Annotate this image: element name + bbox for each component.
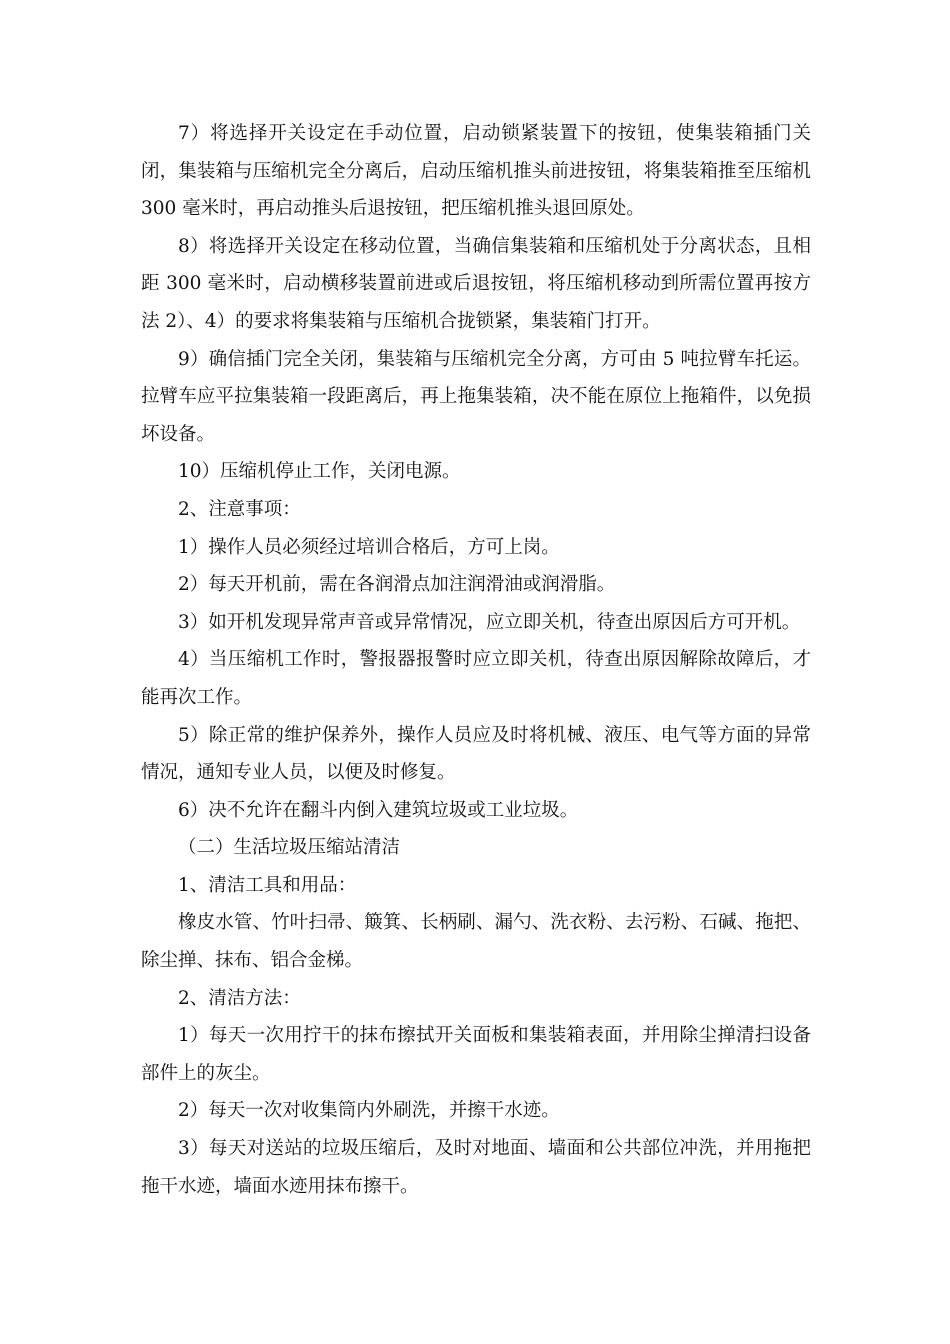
- paragraph-step-9: 9）确信插门完全关闭，集装箱与压缩机完全分离，方可由 5 吨拉臂车托运。拉臂车应平拉集装箱一段距离后，再上拖集装箱，决不能在原位上拖箱件，以免损坏设备。: [141, 348, 811, 445]
- paragraph-step-10: 10）压缩机停止工作，关闭电源。: [178, 461, 461, 483]
- section-heading-station-cleaning: （二）生活垃圾压缩站清洁: [178, 837, 401, 859]
- precaution-item-1: 1）操作人员必须经过培训合格后，方可上岗。: [178, 536, 560, 558]
- paragraph-step-7: 7）将选择开关设定在手动位置，启动锁紧装置下的按钮，使集装箱插门关闭，集装箱与压缩机完全分离后，启动压缩机推头前进按钮，将集装箱推至压缩机 300 毫米时，再启动推头后退按钮，把压缩机推头退回原处。: [141, 123, 811, 220]
- precaution-item-6: 6）决不允许在翻斗内倒入建筑垃圾或工业垃圾。: [178, 799, 579, 821]
- cleaning-method-2: 2）每天一次对收集筒内外刷洗，并擦干水迹。: [178, 1100, 560, 1122]
- precaution-item-5: 5）除正常的维护保养外，操作人员应及时将机械、液压、电气等方面的异常情况，通知专业人员，以便及时修复。: [141, 724, 811, 784]
- cleaning-tools-list: 橡皮水管、竹叶扫帚、簸箕、长柄刷、漏勺、洗衣粉、去污粉、石碱、拖把、除尘掸、抹布、铝合金梯。: [141, 912, 811, 972]
- paragraph-step-8: 8）将选择开关设定在移动位置，当确信集装箱和压缩机处于分离状态，且相距 300 毫米时，启动横移装置前进或后退按钮，将压缩机移动到所需位置再按方法 2）、4）的要求将集装箱与压缩机合拢锁紧，集装箱门打开。: [141, 235, 811, 332]
- cleaning-method-3: 3）每天对送站的垃圾压缩后，及时对地面、墙面和公共部位冲洗，并用拖把拖干水迹，墙面水迹用抹布擦干。: [141, 1138, 811, 1197]
- subheading-cleaning-tools: 1、清洁工具和用品：: [178, 874, 357, 896]
- document-body: [141, 115, 811, 1205]
- cleaning-method-1: 1）每天一次用拧干的抹布擦拭开关面板和集装箱表面，并用除尘掸清扫设备部件上的灰尘。: [141, 1025, 811, 1084]
- precaution-item-4: 4）当压缩机工作时，警报器报警时应立即关机，待查出原因解除故障后，才能再次工作。: [141, 649, 811, 708]
- precaution-item-2: 2）每天开机前，需在各润滑点加注润滑油或润滑脂。: [178, 574, 616, 596]
- precaution-item-3: 3）如开机发现异常声音或异常情况，应立即关机，待查出原因后方可开机。: [178, 611, 801, 633]
- section-heading-precautions: 2、注意事项：: [178, 498, 301, 520]
- subheading-cleaning-methods: 2、清洁方法：: [178, 987, 301, 1009]
